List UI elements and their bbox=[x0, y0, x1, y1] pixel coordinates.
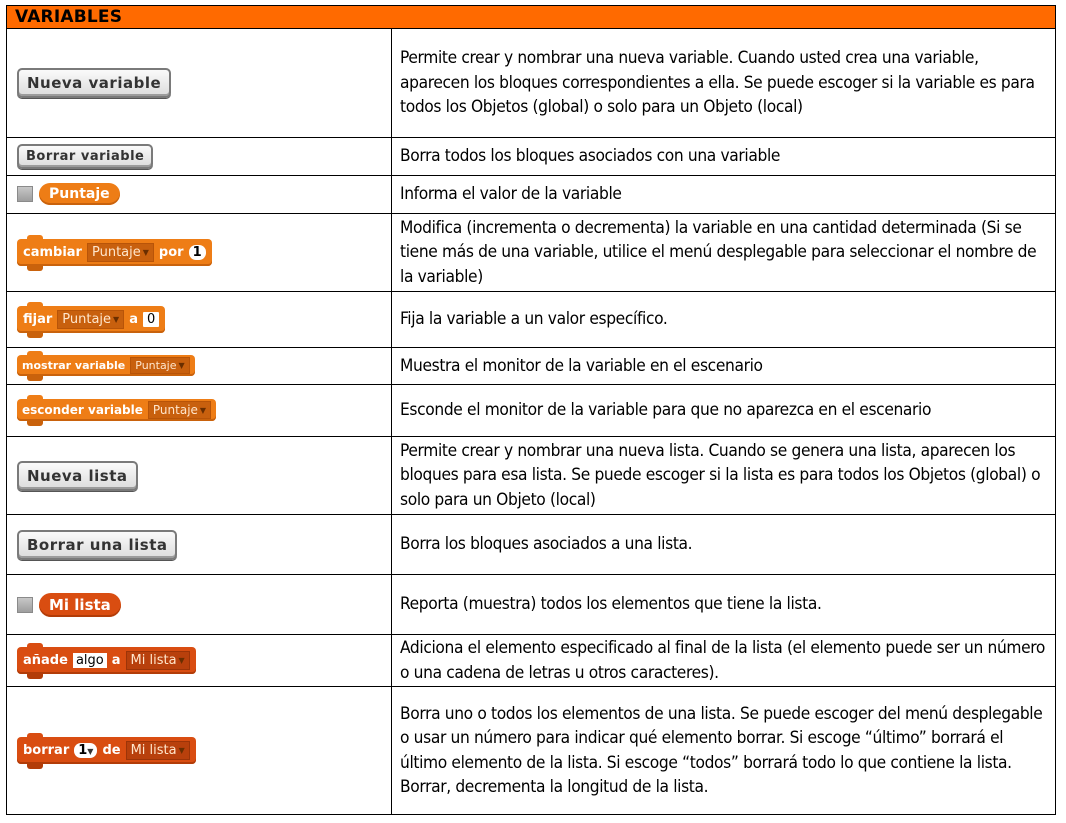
amount-input[interactable]: 1 bbox=[189, 245, 206, 260]
caret-down-icon: ▼ bbox=[142, 247, 149, 257]
table-row bbox=[7, 176, 1056, 214]
section-title: VARIABLES bbox=[7, 6, 1056, 29]
variable-reporter-group bbox=[17, 183, 120, 205]
block-cell bbox=[7, 348, 392, 385]
block-cell bbox=[7, 385, 392, 437]
block-label: mostrar variable bbox=[22, 359, 126, 372]
table-row bbox=[7, 635, 1056, 687]
list-reporter-group bbox=[17, 593, 121, 617]
index-dropdown-input[interactable] bbox=[74, 743, 97, 758]
block-cell bbox=[7, 635, 392, 687]
delete-list-button[interactable]: Borrar una lista bbox=[17, 530, 177, 560]
description: Adiciona el elemento especificado al final de la lista (el elemento puede ser un número o una cadena de letras u otros caracteres). bbox=[392, 635, 1056, 687]
list-dropdown[interactable] bbox=[126, 741, 190, 760]
table-row bbox=[7, 687, 1056, 815]
set-variable-block[interactable] bbox=[17, 306, 165, 333]
variable-dropdown[interactable] bbox=[130, 357, 189, 374]
delete-variable-button[interactable]: Borrar variable bbox=[17, 144, 153, 169]
caret-down-icon: ▼ bbox=[178, 655, 185, 665]
list-reporter-block[interactable]: Mi lista bbox=[39, 593, 121, 617]
table-row bbox=[7, 575, 1056, 635]
block-cell bbox=[7, 687, 392, 815]
description: Muestra el monitor de la variable en el escenario bbox=[392, 348, 1056, 385]
description: Modifica (incrementa o decrementa) la variable en una cantidad determinada (Si se tiene más de una variable, utilice el menú desplegable para seleccionar el nombre de la variable) bbox=[392, 214, 1056, 292]
variable-dropdown[interactable] bbox=[87, 243, 154, 262]
table-row bbox=[7, 348, 1056, 385]
block-label: fijar bbox=[23, 311, 53, 327]
value-input[interactable]: 0 bbox=[143, 312, 159, 327]
block-connector: por bbox=[158, 244, 184, 260]
table-row bbox=[7, 138, 1056, 176]
description: Permite crear y nombrar una nueva lista. Cuando se genera una lista, aparecen los bloques para esa lista. Se puede escoger si la lista es para todos los Objetos (global) o solo para un Objeto (local) bbox=[392, 437, 1056, 515]
variable-dropdown[interactable] bbox=[148, 401, 211, 419]
new-variable-button[interactable]: Nueva variable bbox=[17, 68, 171, 98]
dropdown-value: Mi lista bbox=[130, 652, 177, 668]
dropdown-value: Puntaje bbox=[91, 244, 141, 260]
variable-reporter-block[interactable]: Puntaje bbox=[39, 183, 120, 205]
item-input[interactable]: algo bbox=[73, 653, 107, 668]
add-to-list-block[interactable] bbox=[17, 647, 196, 674]
variable-dropdown[interactable] bbox=[57, 310, 124, 329]
block-connector: de bbox=[102, 742, 121, 758]
block-cell bbox=[7, 437, 392, 515]
description: Reporta (muestra) todos los elementos que tiene la lista. bbox=[392, 575, 1056, 635]
table-row bbox=[7, 292, 1056, 348]
caret-down-icon: ▼ bbox=[87, 746, 94, 756]
block-label: borrar bbox=[23, 742, 70, 758]
caret-down-icon: ▼ bbox=[178, 361, 185, 370]
monitor-checkbox[interactable] bbox=[17, 597, 33, 613]
caret-down-icon: ▼ bbox=[199, 405, 207, 415]
caret-down-icon: ▼ bbox=[113, 314, 120, 324]
block-cell bbox=[7, 176, 392, 214]
dropdown-value: Puntaje bbox=[62, 311, 112, 327]
block-cell bbox=[7, 138, 392, 176]
delete-from-list-block[interactable] bbox=[17, 737, 196, 764]
hide-variable-block[interactable] bbox=[17, 399, 216, 421]
description: Fija la variable a un valor específico. bbox=[392, 292, 1056, 348]
dropdown-value: Puntaje bbox=[135, 359, 177, 372]
dropdown-value: Puntaje bbox=[152, 403, 198, 417]
description: Informa el valor de la variable bbox=[392, 176, 1056, 214]
show-variable-block[interactable] bbox=[17, 355, 195, 376]
block-label: añade bbox=[23, 652, 68, 668]
block-cell bbox=[7, 29, 392, 138]
table-row bbox=[7, 29, 1056, 138]
block-cell bbox=[7, 575, 392, 635]
description: Borra uno o todos los elementos de una lista. Se puede escoger del menú desplegable o usar un número para indicar qué elemento borrar. Si escoge “último” borrará el último elemento de la lista. Si escoge “todos” borrará todo lo que contiene la lista. Borrar, decrementa la longitud de la lista. bbox=[392, 687, 1056, 815]
table-row bbox=[7, 214, 1056, 292]
table-row bbox=[7, 515, 1056, 575]
block-cell bbox=[7, 214, 392, 292]
block-label: cambiar bbox=[23, 244, 82, 260]
monitor-checkbox[interactable] bbox=[17, 186, 33, 202]
variables-table bbox=[6, 5, 1056, 815]
table-row bbox=[7, 437, 1056, 515]
description: Esconde el monitor de la variable para que no aparezca en el escenario bbox=[392, 385, 1056, 437]
table-header-row bbox=[7, 6, 1056, 29]
description: Borra los bloques asociados a una lista. bbox=[392, 515, 1056, 575]
list-dropdown[interactable] bbox=[126, 651, 190, 670]
new-list-button[interactable]: Nueva lista bbox=[17, 461, 138, 491]
block-connector: a bbox=[129, 311, 138, 327]
caret-down-icon: ▼ bbox=[178, 745, 185, 755]
change-variable-block[interactable] bbox=[17, 239, 212, 266]
dropdown-value: Mi lista bbox=[130, 742, 177, 758]
block-connector: a bbox=[111, 652, 121, 668]
table-row bbox=[7, 385, 1056, 437]
description: Borra todos los bloques asociados con una variable bbox=[392, 138, 1056, 176]
block-cell bbox=[7, 515, 392, 575]
description: Permite crear y nombrar una nueva variable. Cuando usted crea una variable, aparecen los bloques correspondientes a ella. Se puede escoger si la variable es para todos los Objetos (global) o solo para un Objeto (local) bbox=[392, 29, 1056, 138]
block-label: esconder variable bbox=[22, 403, 143, 417]
index-value: 1 bbox=[78, 742, 88, 758]
block-cell bbox=[7, 292, 392, 348]
